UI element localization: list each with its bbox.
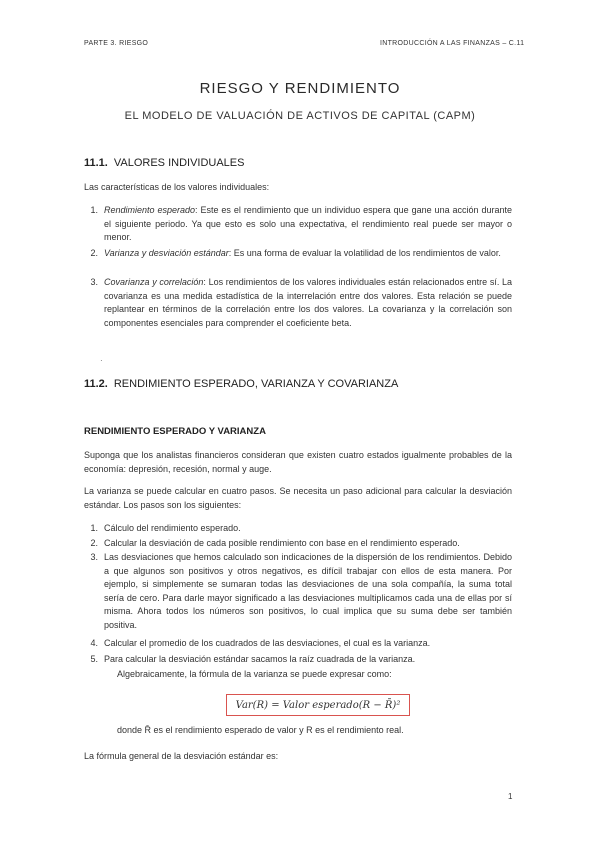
list-item [90, 551, 512, 632]
list-item [90, 653, 512, 667]
where-text: donde R̄ es el rendimiento esperado de valor y R es el rendimiento real. [117, 725, 404, 735]
section-heading-11-1 [84, 157, 244, 169]
list-item [90, 276, 513, 330]
section-title: RENDIMIENTO ESPERADO, VARIANZA Y COVARIANZA [113, 378, 399, 390]
list-text: Calcular el promedio de los cuadrados de las desviaciones, el cual es la varianza. [104, 638, 431, 648]
list-text: Para calcular la desviación estándar sacamos la raíz cuadrada de la varianza. [104, 654, 416, 664]
list-text: Las desviaciones que hemos calculado son indicaciones de la dispersión de los rendimientos. Debido a que algunos son positivos y otros negativos, es difícil trabajar con ellos de esta manera. Por ejemplo, si simplemente se sumaran todas las desviaciones de una sola compañía, la suma total sería de cero. Para darle mayor significado a las desviaciones multiplicamos cada una de ellas por sí misma. Ahora todos los números son positivos, lo cual implica que su suma debe ser también positiva. [104, 552, 512, 630]
section-number: 11.1. [84, 157, 108, 169]
list-number: 5. [90, 654, 98, 664]
page-title: RIESGO Y RENDIMIENTO [199, 80, 401, 97]
paragraph: Suponga que los analistas financieros consideran que existen cuatro estados igualmente probables de la economía: depresión, recesión, normal y auge. [84, 450, 512, 474]
list-number: 3. [90, 552, 98, 562]
paragraph: La fórmula general de la desviación estándar es: [84, 751, 279, 761]
subheading: RENDIMIENTO ESPERADO Y VARIANZA [84, 426, 266, 437]
list-number: 1. [90, 523, 98, 533]
list-text: : Los rendimientos de los valores individuales están relacionados entre sí. La covarianza es una medida estadística de la interrelación entre dos valores. Esta relación se puede replantear en términos de la correlación entre los dos valores. La covarianza y la correlación son componentes esenciales para comprender el coeficiente beta. [104, 277, 513, 328]
list-number: 1. [90, 205, 98, 215]
paragraph: La varianza se puede calcular en cuatro pasos. Se necesita un paso adicional para calcular la desviación estándar. Los pasos son los siguientes: [84, 486, 512, 510]
list-item [90, 637, 512, 651]
header-right: INTRODUCCIÓN A LAS FINANZAS – C.11 [380, 40, 525, 47]
list-number: 2. [90, 538, 98, 548]
list-text: Cálculo del rendimiento esperado. [104, 523, 241, 533]
page-number: 1 [508, 792, 513, 801]
page-subtitle: EL MODELO DE VALUACIÓN DE ACTIVOS DE CAPITAL (CAPM) [124, 110, 476, 122]
list-item [90, 247, 512, 261]
list-text: : Este es el rendimiento que un individuo espera que gane una acción durante el siguiente periodo. Ya que esto es solo una expectativa, el rendimiento real puede ser mayor o menor. [104, 205, 513, 242]
section-heading-11-2 [84, 378, 398, 390]
variance-formula: Var(R) = Valor esperado(R − R̄)² [226, 694, 410, 716]
list-term: Covarianza y correlación [104, 277, 204, 287]
section-intro: Las características de los valores individuales: [84, 182, 270, 192]
algebra-text: Algebraicamente, la fórmula de la varianza se puede expresar como: [117, 669, 392, 679]
list-number: 2. [90, 248, 98, 258]
list-text: : Es una forma de evaluar la volatilidad de los rendimientos de valor. [228, 248, 501, 258]
list-item [90, 522, 512, 536]
stray-mark: · [100, 356, 103, 365]
section-title: VALORES INDIVIDUALES [113, 157, 245, 169]
list-number: 4. [90, 638, 98, 648]
list-text: Calcular la desviación de cada posible rendimiento con base en el rendimiento esperado. [104, 538, 460, 548]
list-term: Varianza y desviación estándar [104, 248, 229, 258]
header-left: PARTE 3. RIESGO [84, 40, 149, 47]
list-term: Rendimiento esperado [104, 205, 196, 215]
section-number: 11.2. [84, 378, 108, 390]
list-item [90, 537, 512, 551]
list-number: 3. [90, 277, 98, 287]
list-item [90, 204, 513, 245]
